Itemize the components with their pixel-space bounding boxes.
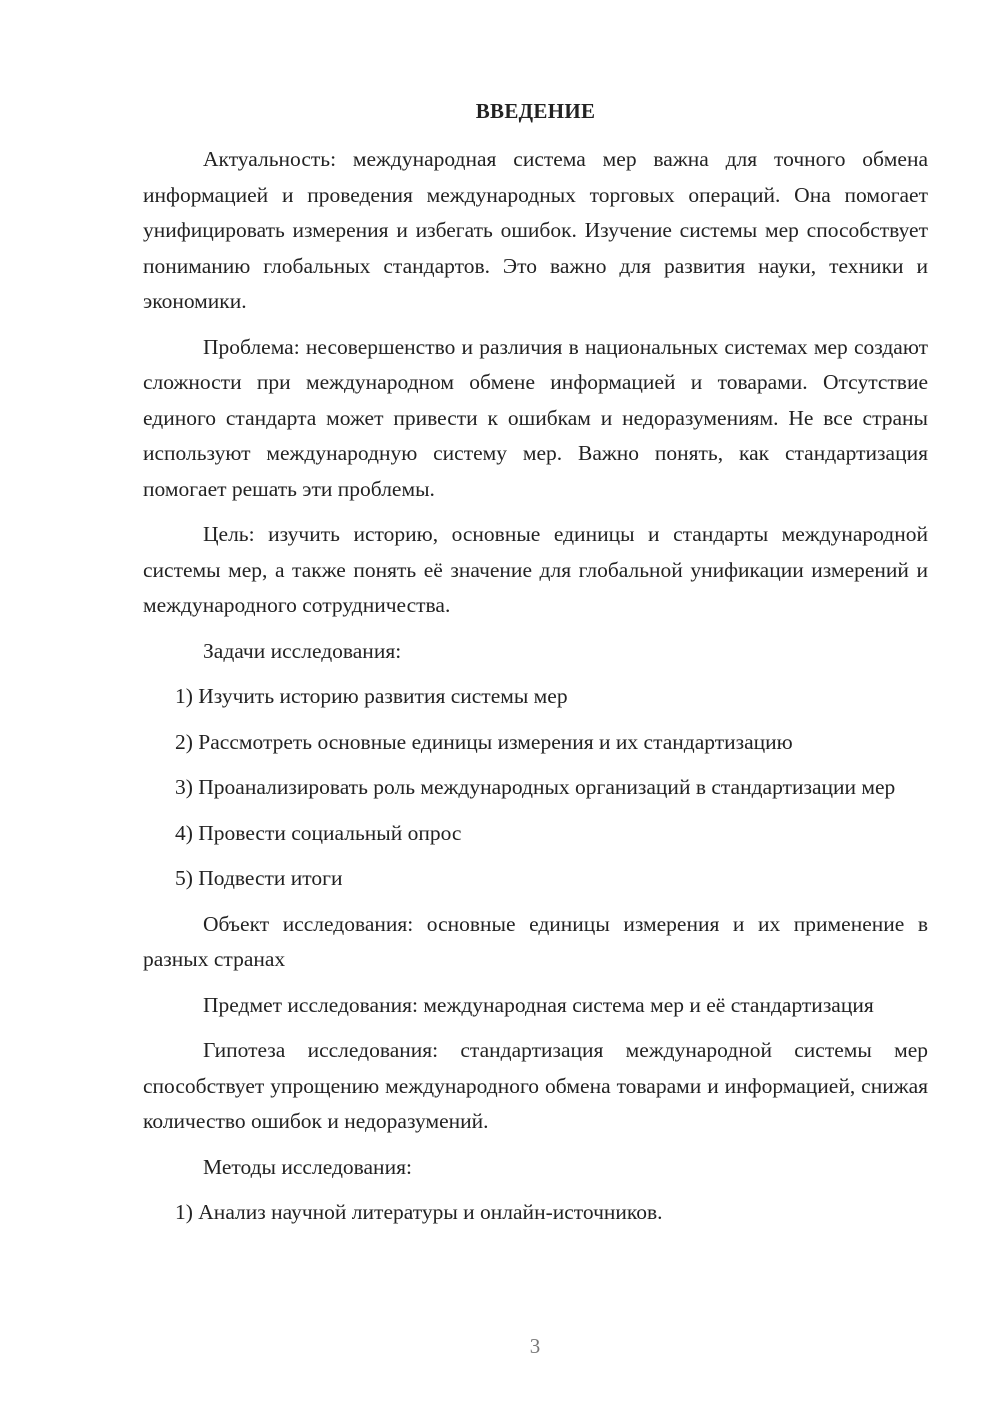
object-paragraph: Объект исследования: основные единицы измерения и их применение в разных странах [143, 911, 928, 971]
problem-paragraph: Проблема: несовершенство и различия в национальных системах мер создают сложности при международном обмене информацией и товарами. Отсутствие единого стандарта может привести к ошибкам и недоразумениям. Не все страны используют международную систему мер. Важно понять, как стандартизация помогает решать эти проблемы. [143, 334, 928, 501]
page-number: 3 [529, 1334, 541, 1358]
task-item: 4) Провести социальный опрос [175, 820, 462, 845]
method-item: 1) Анализ научной литературы и онлайн-источников. [175, 1200, 663, 1224]
relevance-paragraph: Актуальность: международная система мер важна для точного обмена информацией и проведения международных торговых операций. Она помогает унифицировать измерения и избегать ошибок. Изучение системы мер способствует пониманию глобальных стандартов. Это важно для развития науки, техники и экономики. [143, 147, 928, 313]
task-item: 2) Рассмотреть основные единицы измерения и их стандартизацию [175, 729, 793, 754]
subject-paragraph: Предмет исследования: международная система мер и её стандартизация [203, 992, 874, 1017]
task-item: 1) Изучить историю развития системы мер [175, 684, 568, 708]
methods-title: Методы исследования: [203, 1154, 412, 1179]
document-body [143, 142, 928, 1241]
tasks-title: Задачи исследования: [203, 638, 402, 663]
hypothesis-paragraph: Гипотеза исследования: стандартизация международной системы мер способствует упрощению международного обмена товарами и информацией, снижая количество ошибок и недоразумений. [143, 1038, 928, 1133]
goal-paragraph: Цель: изучить историю, основные единицы и стандарты международной системы мер, а также понять её значение для глобальной унификации измерений и международного сотрудничества. [143, 522, 928, 617]
section-heading: ВВЕДЕНИЕ [475, 99, 596, 123]
task-item: 5) Подвести итоги [175, 866, 343, 890]
task-item: 3) Проанализировать роль международных организаций в стандартизации мер [175, 775, 896, 799]
